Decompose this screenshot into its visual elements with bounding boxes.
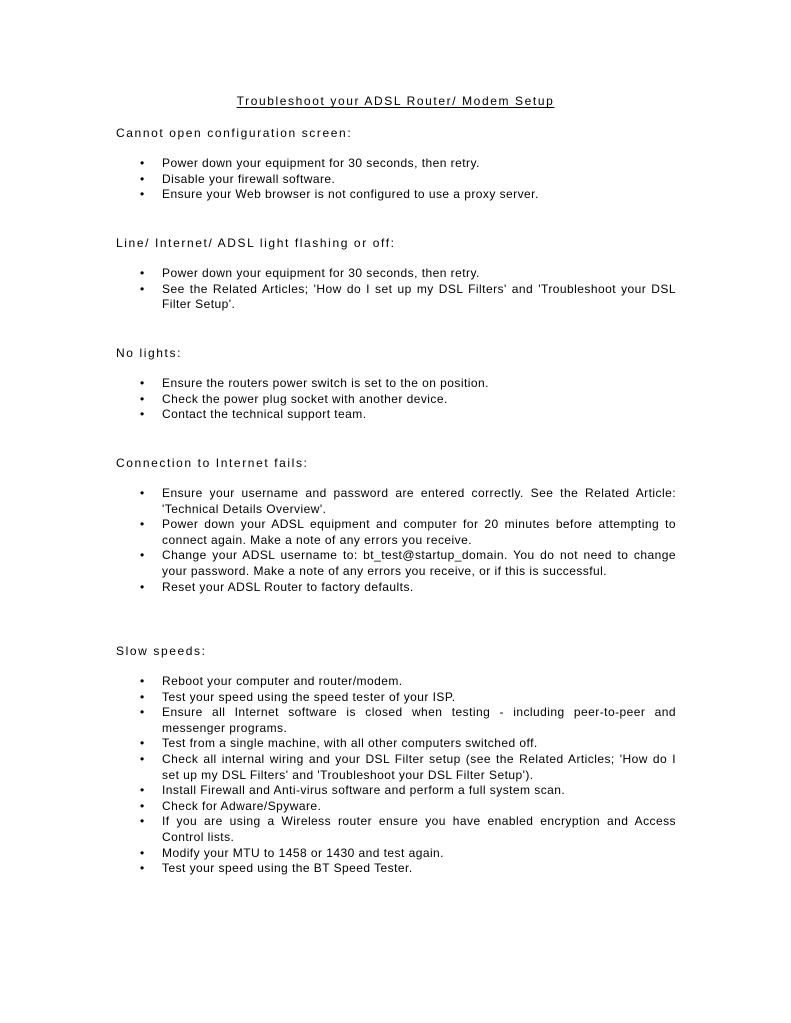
bullet-icon: • (140, 705, 145, 720)
bullet-icon: • (140, 517, 145, 532)
bullet-icon: • (140, 171, 145, 186)
bullet-icon: • (140, 281, 145, 296)
page-title: Troubleshoot your ADSL Router/ Modem Setup (236, 94, 555, 108)
section-heading: Connection to Internet fails: (116, 456, 309, 470)
bullet-icon: • (140, 798, 145, 813)
list-item: • Change your ADSL username to: bt_test@startup_domain. You do not need to change your password. Make a note of any errors you receive, or if this is successful. (140, 548, 676, 578)
bullet-icon: • (140, 486, 145, 500)
list-item: • Power down your equipment for 30 seconds, then retry. (140, 156, 480, 170)
list-item: • Ensure all Internet software is closed when testing - including peer-to-peer and messenger programs. (140, 705, 676, 735)
bullet-icon: • (140, 187, 145, 202)
list-item: • Ensure your username and password are entered correctly. See the Related Article: 'Technical Details Overview'. (140, 486, 676, 516)
bullet-icon: • (140, 751, 145, 766)
list-item: • Reboot your computer and router/modem. (140, 674, 403, 688)
list-item: • Install Firewall and Anti-virus software and perform a full system scan. (140, 783, 566, 798)
list-item: • Disable your firewall software. (140, 171, 336, 186)
list-item: • Ensure your Web browser is not configured to use a proxy server. (140, 187, 539, 202)
section-heading: Cannot open configuration screen: (116, 126, 353, 140)
bullet-icon: • (140, 689, 145, 704)
bullet-icon: • (140, 376, 145, 390)
section-heading: Slow speeds: (116, 644, 207, 658)
section-heading: No lights: (116, 346, 183, 360)
list-item: • If you are using a Wireless router ensure you have enabled encryption and Access Control lists. (140, 814, 676, 844)
list-item: • Check the power plug socket with another device. (140, 391, 448, 406)
bullet-icon: • (140, 814, 145, 829)
list-item: • See the Related Articles; 'How do I set up my DSL Filters' and 'Troubleshoot your DSL Filter Setup'. (140, 281, 676, 312)
list-item: • Test your speed using the BT Speed Tester. (140, 861, 413, 876)
bullet-icon: • (140, 548, 145, 563)
bullet-list (116, 156, 676, 203)
section-cannot-open-config (116, 125, 676, 203)
bullet-list (116, 674, 676, 877)
section-connection-fails (116, 455, 676, 595)
list-item: • Ensure the routers power switch is set to the on position. (140, 376, 489, 390)
list-item: • Power down your equipment for 30 seconds, then retry. (140, 266, 480, 280)
list-item: • Test from a single machine, with all other computers switched off. (140, 736, 538, 751)
bullet-list (116, 376, 676, 423)
bullet-icon: • (140, 407, 145, 422)
section-line-light (116, 235, 676, 313)
bullet-list (116, 266, 676, 313)
bullet-icon: • (140, 783, 145, 798)
section-no-lights (116, 345, 676, 423)
list-item: • Reset your ADSL Router to factory defaults. (140, 579, 414, 594)
bullet-icon: • (140, 845, 145, 860)
list-item: • Check all internal wiring and your DSL Filter setup (see the Related Articles; 'How do I set up my DSL Filters' and 'Troubleshoot your DSL Filter Setup'). (140, 751, 676, 782)
section-slow-speeds (116, 643, 676, 877)
list-item: • Check for Adware/Spyware. (140, 798, 322, 813)
bullet-icon: • (140, 736, 145, 751)
bullet-icon: • (140, 266, 145, 280)
bullet-icon: • (140, 391, 145, 406)
bullet-icon: • (140, 156, 145, 170)
section-heading: Line/ Internet/ ADSL light flashing or off: (116, 236, 396, 250)
bullet-icon: • (140, 579, 145, 594)
list-item: • Power down your ADSL equipment and computer for 20 minutes before attempting to connect again. Make a note of any errors you receive. (140, 517, 676, 547)
bullet-icon: • (140, 674, 145, 688)
bullet-icon: • (140, 861, 145, 876)
list-item: • Test your speed using the speed tester of your ISP. (140, 689, 456, 704)
bullet-list (116, 486, 676, 595)
list-item: • Modify your MTU to 1458 or 1430 and test again. (140, 845, 444, 860)
list-item: • Contact the technical support team. (140, 407, 367, 422)
